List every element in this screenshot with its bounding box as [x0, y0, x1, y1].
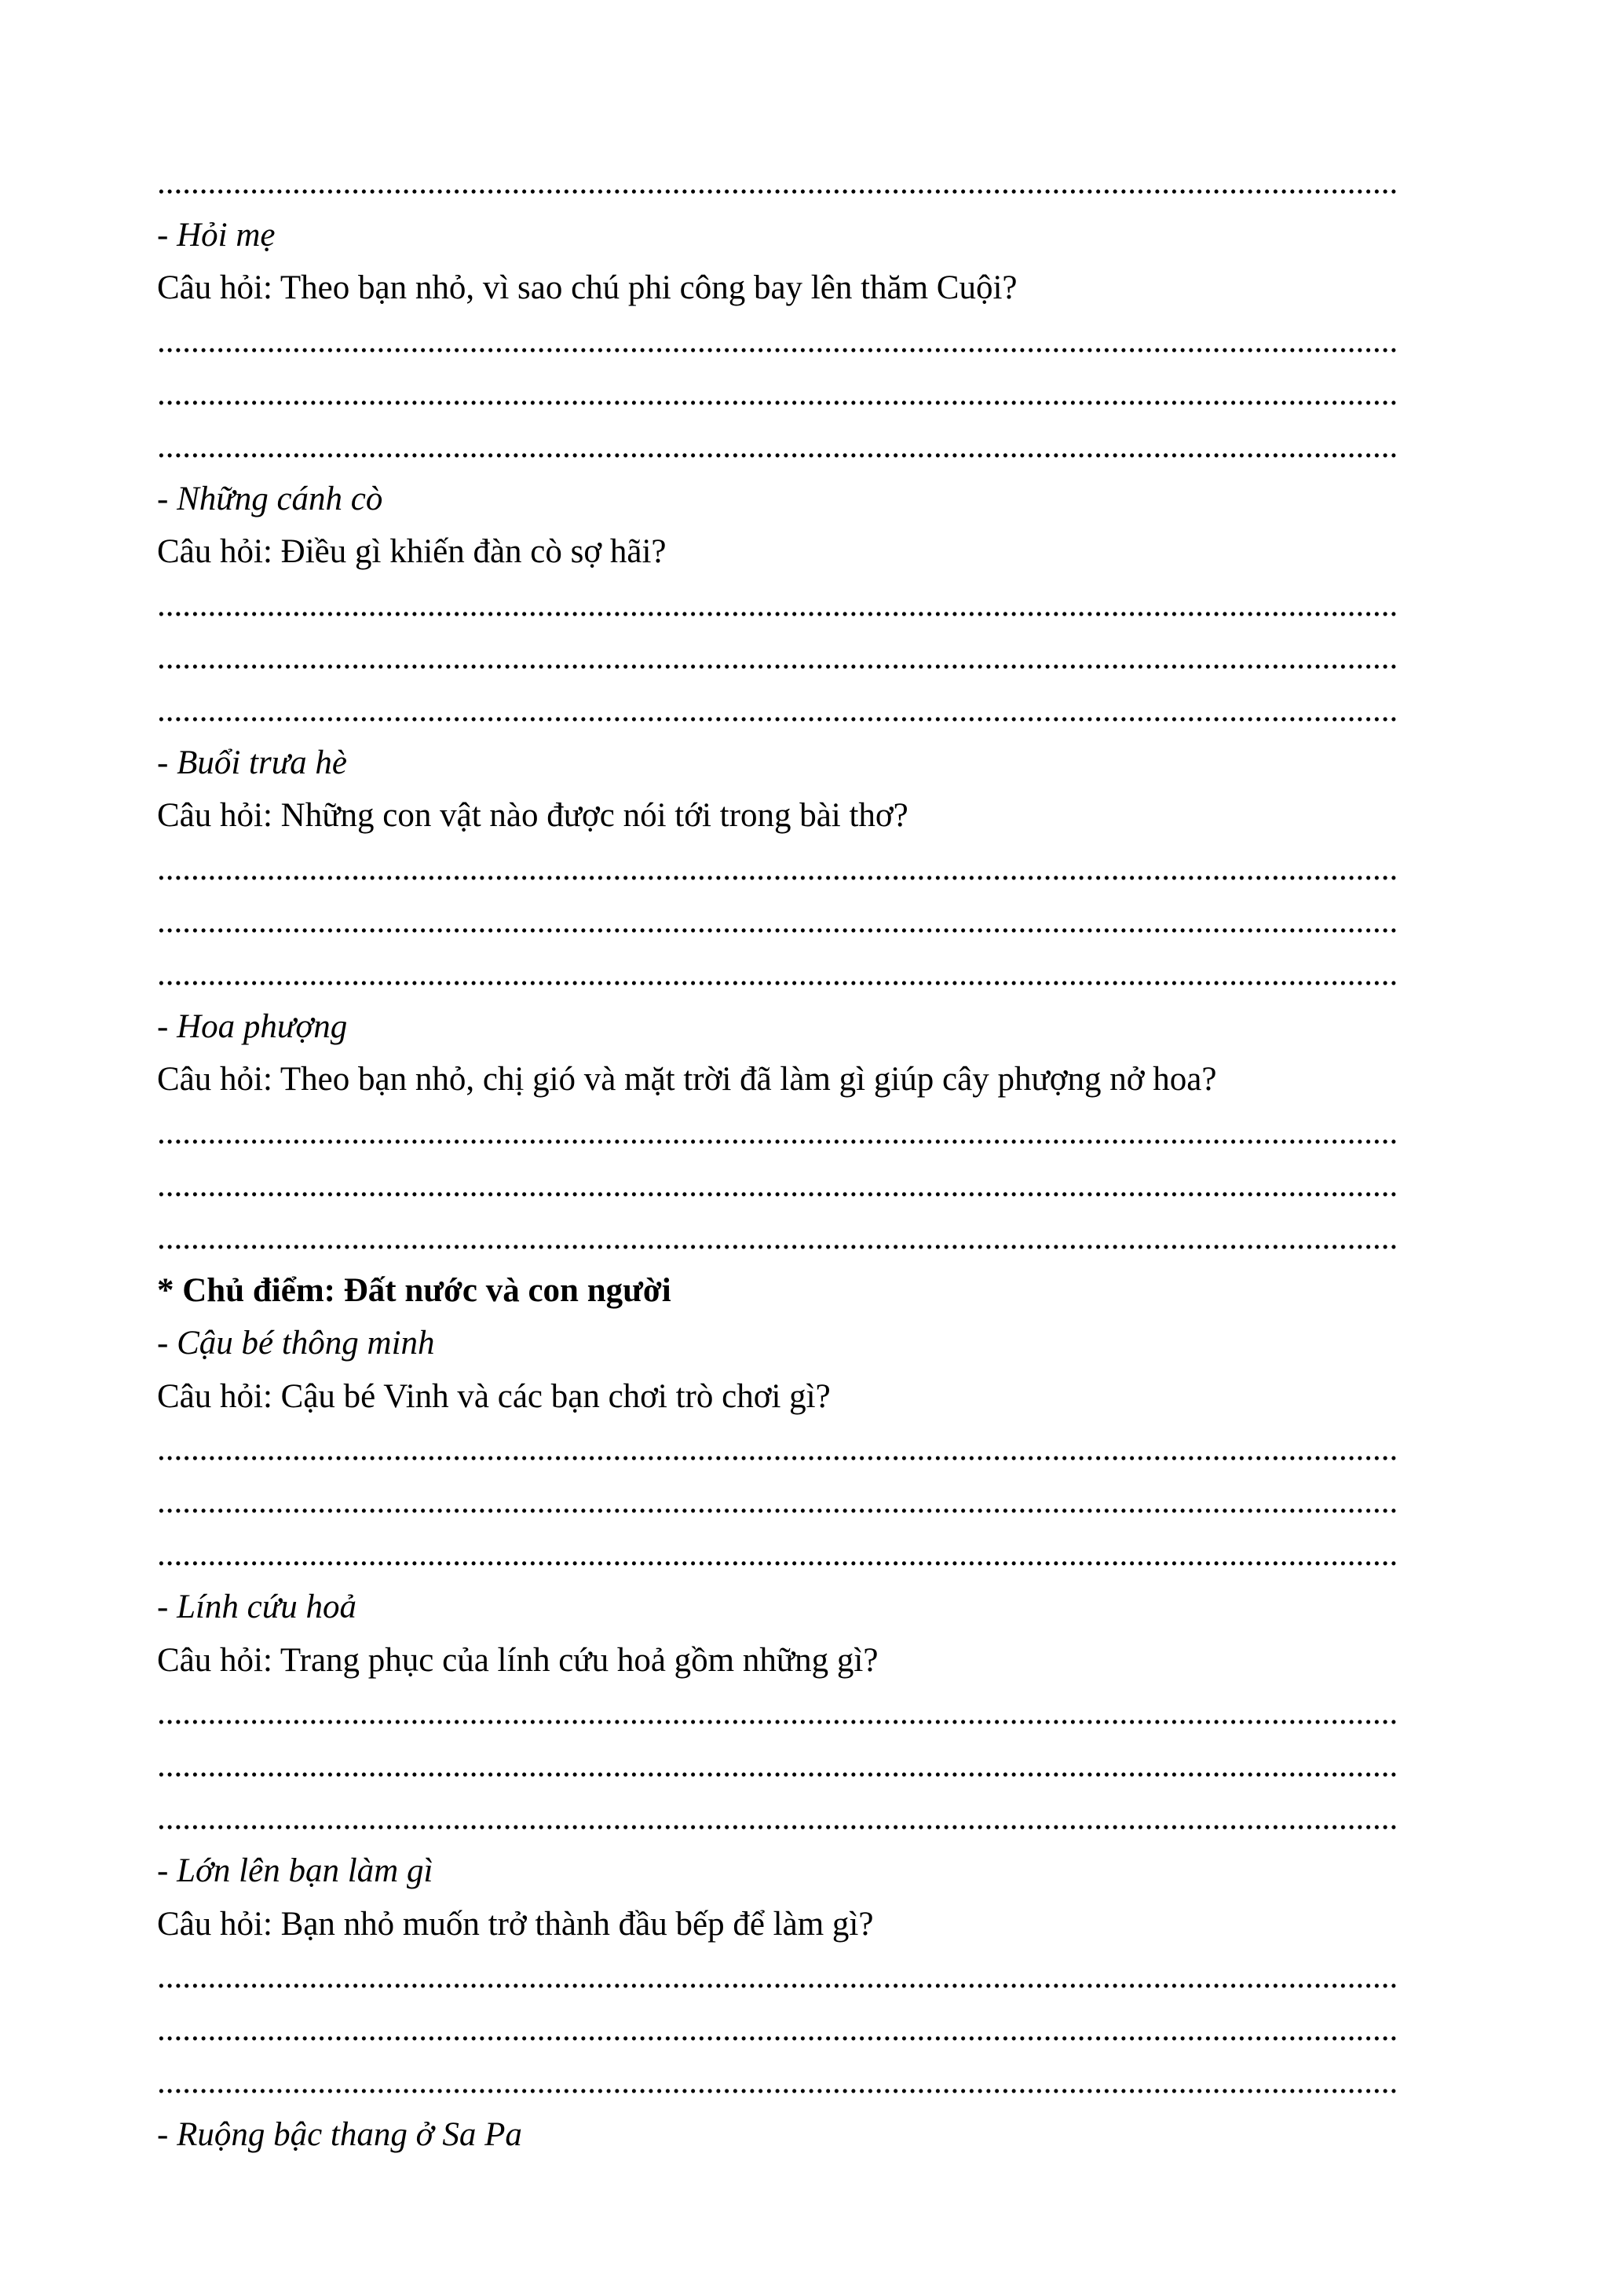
question-text: Câu hỏi: Theo bạn nhỏ, chị gió và mặt trời đã làm gì giúp cây phượng nở hoa?: [157, 1061, 1217, 1098]
answer-dotted-line: ...................................................................................................................................................: [157, 1747, 1398, 1784]
answer-dotted-line: ...................................................................................................................................................: [157, 587, 1398, 623]
answer-dotted-line: ...................................................................................................................................................: [157, 639, 1398, 676]
question-text: Câu hỏi: Cậu bé Vinh và các bạn chơi trò chơi gì?: [157, 1378, 831, 1415]
answer-dotted-line: ...................................................................................................................................................: [157, 164, 1398, 201]
lesson-title: - Lớn lên bạn làm gì: [157, 1852, 433, 1889]
answer-dotted-line: ...................................................................................................................................................: [157, 903, 1398, 940]
answer-dotted-line: ...................................................................................................................................................: [157, 956, 1398, 993]
answer-dotted-line: ...................................................................................................................................................: [157, 1219, 1398, 1256]
answer-dotted-line: ...................................................................................................................................................: [157, 323, 1398, 360]
topic-heading: * Chủ điểm: Đất nước và con người: [157, 1272, 671, 1309]
answer-dotted-line: ...................................................................................................................................................: [157, 1483, 1398, 1520]
answer-dotted-line: ...................................................................................................................................................: [157, 1536, 1398, 1573]
lesson-title: - Cậu bé thông minh: [157, 1325, 435, 1362]
question-text: Câu hỏi: Bạn nhỏ muốn trở thành đầu bếp để làm gì?: [157, 1906, 874, 1943]
answer-dotted-line: ...................................................................................................................................................: [157, 1167, 1398, 1204]
lesson-title: - Hoa phượng: [157, 1008, 348, 1045]
answer-dotted-line: ...................................................................................................................................................: [157, 428, 1398, 465]
answer-dotted-line: ...................................................................................................................................................: [157, 375, 1398, 412]
lesson-title: - Hỏi mẹ: [157, 217, 276, 254]
answer-dotted-line: ...................................................................................................................................................: [157, 1695, 1398, 1731]
question-text: Câu hỏi: Điều gì khiến đàn cò sợ hãi?: [157, 533, 667, 570]
lesson-title: - Ruộng bậc thang ở Sa Pa: [157, 2116, 522, 2153]
answer-dotted-line: ...................................................................................................................................................: [157, 2011, 1398, 2048]
answer-dotted-line: ...................................................................................................................................................: [157, 1800, 1398, 1837]
question-text: Câu hỏi: Trang phục của lính cứu hoả gồm những gì?: [157, 1642, 879, 1679]
lesson-title: - Những cánh cò: [157, 481, 383, 517]
answer-dotted-line: ...................................................................................................................................................: [157, 1431, 1398, 1468]
lesson-title: - Lính cứu hoả: [157, 1589, 356, 1625]
answer-dotted-line: ...................................................................................................................................................: [157, 2064, 1398, 2100]
answer-dotted-line: ...................................................................................................................................................: [157, 1114, 1398, 1151]
answer-dotted-line: ...................................................................................................................................................: [157, 1958, 1398, 1995]
lesson-title: - Buổi trưa hè: [157, 744, 348, 781]
question-text: Câu hỏi: Theo bạn nhỏ, vì sao chú phi công bay lên thăm Cuội?: [157, 269, 1018, 306]
answer-dotted-line: ...................................................................................................................................................: [157, 692, 1398, 729]
answer-dotted-line: ...................................................................................................................................................: [157, 850, 1398, 887]
question-text: Câu hỏi: Những con vật nào được nói tới trong bài thơ?: [157, 797, 908, 834]
